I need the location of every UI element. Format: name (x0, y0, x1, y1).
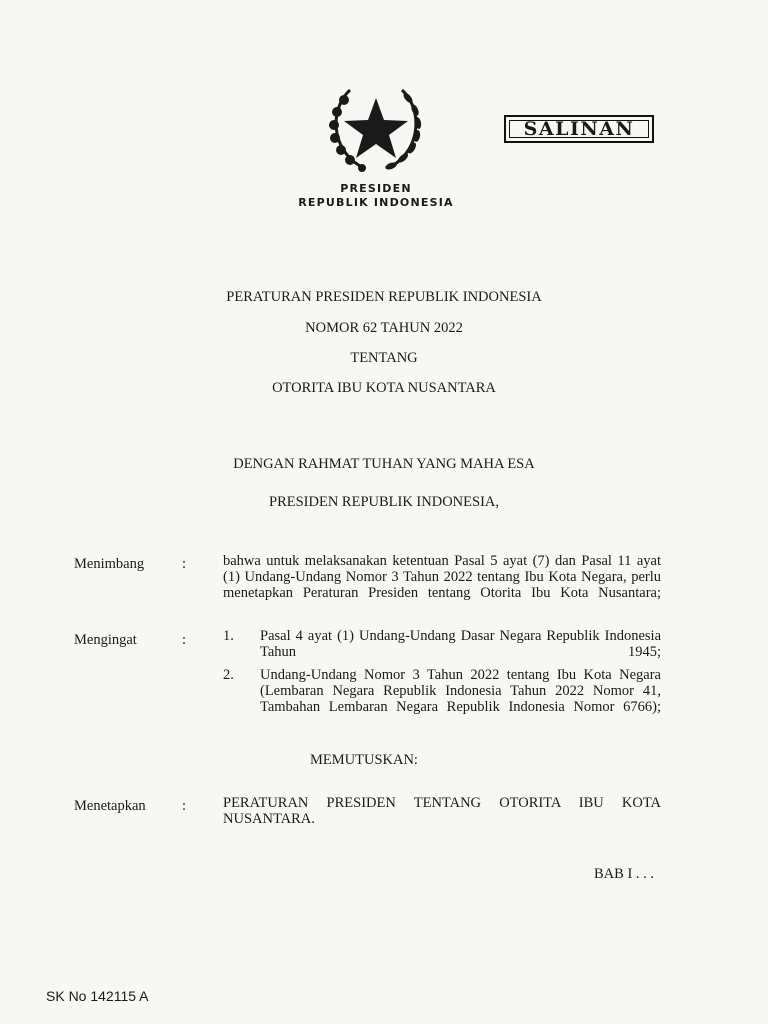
regulation-title: PERATURAN PRESIDEN REPUBLIK INDONESIA (226, 289, 542, 305)
page-continuation: BAB I . . . (594, 866, 655, 882)
garuda-star-emblem-icon (320, 78, 432, 178)
menetapkan-colon: : (182, 798, 187, 814)
regulation-tentang: TENTANG (350, 350, 418, 366)
preamble-line2: PRESIDEN REPUBLIK INDONESIA, (269, 494, 499, 510)
menimbang-label: Menimbang (74, 556, 145, 572)
preamble-line1: DENGAN RAHMAT TUHAN YANG MAHA ESA (233, 456, 535, 472)
memutuskan-heading: MEMUTUSKAN: (310, 752, 418, 768)
mengingat-item-text: Undang-Undang Nomor 3 Tahun 2022 tentang Ibu Kota Negara (Lembaran Negara Republik Indonesia Tahun 2022 Nomor 41, Tambahan Lembaran Negara Republik Indonesia Nomor 6766); (260, 667, 661, 715)
mengingat-colon: : (182, 632, 187, 648)
salinan-text: SALINAN (523, 118, 635, 140)
mengingat-item-number: 1. (223, 628, 234, 644)
menimbang-colon: : (182, 556, 187, 572)
footer-sk-code: SK No 142115 A (46, 988, 149, 1004)
office-line1: PRESIDEN (340, 182, 412, 195)
menetapkan-text: PERATURAN PRESIDEN TENTANG OTORITA IBU KOTA NUSANTARA. (223, 795, 661, 827)
mengingat-item-text: Pasal 4 ayat (1) Undang-Undang Dasar Negara Republik Indonesia Tahun 1945; (260, 628, 661, 660)
menimbang-text: bahwa untuk melaksanakan ketentuan Pasal 5 ayat (7) dan Pasal 11 ayat (1) Undang-Undang Nomor 3 Tahun 2022 tentang Ibu Kota Negara, perlu menetapkan Peraturan Presiden tentang Otorita Ibu Kota Nusantara; (223, 553, 661, 601)
regulation-number: NOMOR 62 TAHUN 2022 (305, 320, 463, 336)
office-line2: REPUBLIK INDONESIA (298, 196, 454, 209)
regulation-subject: OTORITA IBU KOTA NUSANTARA (272, 380, 496, 396)
mengingat-item-number: 2. (223, 667, 234, 683)
salinan-badge (504, 115, 654, 143)
mengingat-label: Mengingat (74, 632, 137, 648)
menetapkan-label: Menetapkan (74, 798, 146, 814)
